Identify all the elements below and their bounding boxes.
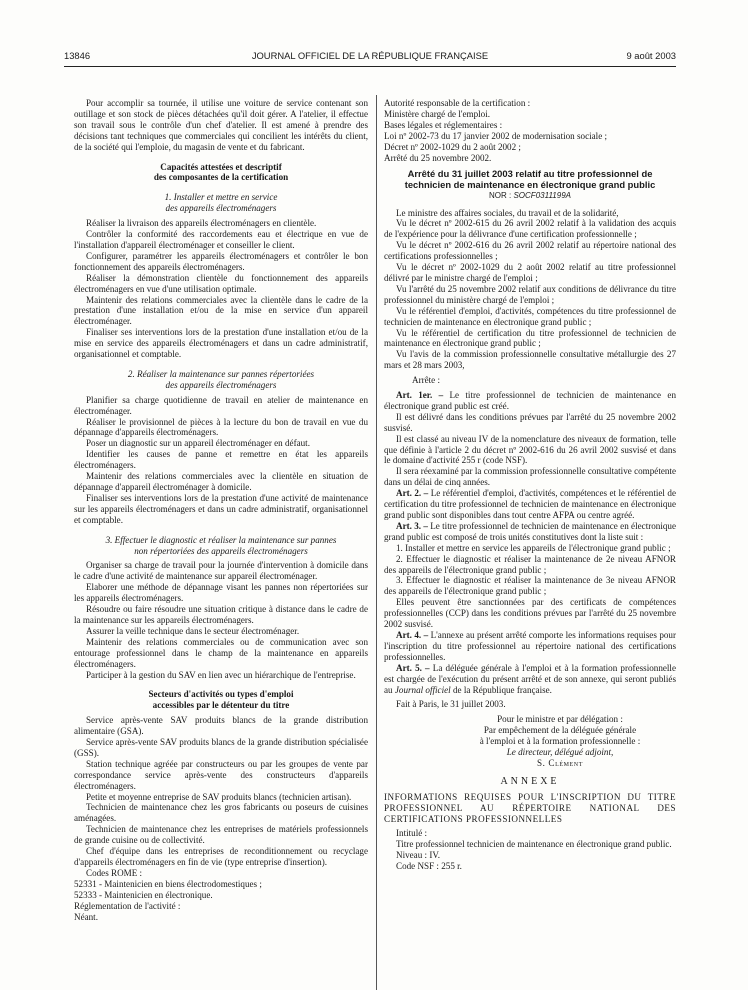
article-paragraph: Il est classé au niveau IV de la nomenclature des niveaux de formation, telle que définie à l'article 2 du décret nº 2002-616 du 26 avril 2002 susvisé et dans le domaine d'activité 255 r (code NSF). [384,433,676,466]
visa: Vu le décret nº 2002-616 du 26 avril 2002 relatif au répertoire national des certifications professionnelles ; [384,240,676,262]
visa: Le ministre des affaires sociales, du travail et de la solidarité, [396,207,619,218]
list-item: Technicien de maintenance chez les gros fabricants ou poseurs de cuisines aménagées. [74,802,368,824]
annexe-line: Code NSF : 255 r. [396,861,462,872]
list-item: Service après-vente SAV produits blancs de la grande distribution alimentaire (GSA). [74,715,368,737]
list-item: Réaliser le provisionnel de pièces à la lecture du bon de travail en vue du dépannage d'appareils électroménagers. [74,416,368,438]
visa: Vu le référentiel de certification du titre professionnel de technicien de maintenance en électronique grand public ; [384,327,676,349]
article-item: 3. Effectuer le diagnostic et réaliser la maintenance de 3e niveau AFNOR des appareils de l'électronique grand public ; [384,575,676,597]
article-item: Elles peuvent être sanctionnées par des certificats de compétences professionnelles (CCP) dans les conditions prévues par l'arrêté du 25 novembre 2002 susvisé. [384,597,676,630]
article-5: Art. 5. – La déléguée générale à l'emploi et à la formation professionnelle est chargée de l'exécution du présent arrêté et de son annexe, qui seront publiés au Journal officiel de la République française. [384,662,676,695]
list-item: Petite et moyenne entreprise de SAV produits blancs (technicien artisan). [86,791,352,802]
list-item: Réaliser la livraison des appareils électroménagers en clientèle. [86,218,317,229]
nor-reference: NOR : SOCF0311199A [489,190,571,200]
list-item: Finaliser ses interventions lors de la prestation d'une activité de maintenance sur les appareils électroménagers et dans un cadre administratif, organisationnel et comptable. [74,492,368,525]
list-item: Station technique agréée par constructeurs ou par les groupes de vente par correspondance service après-vente des constructeurs d'appareils électroménagers. [74,758,368,791]
subsection-title-3: 3. Effectuer le diagnostic et réaliser la maintenance sur pannes non répertoriées des appareils électroménagers [105,534,337,556]
article-paragraph: Il sera réexaminé par la commission professionnelle consultative compétente dans un délai de cinq années. [384,466,676,488]
article-1: Art. 1er. – Le titre professionnel de technicien de maintenance en électronique grand public est créé. [384,390,676,411]
issue-date: 9 août 2003 [626,50,676,61]
annexe-line: Titre professionnel technicien de maintenance en électronique grand public. [396,839,672,850]
code-rome: 52331 - Maintenicien en biens électrodomestiques ; [74,878,262,889]
list-item: Poser un diagnostic sur un appareil électroménager en défaut. [86,438,310,449]
visa: Vu l'arrêté du 25 novembre 2002 relatif aux conditions de délivrance du titre professionnel du ministère chargé de l'emploi ; [384,283,676,305]
list-item: Maintenir des relations commerciales ou de communication avec son entourage professionnel dans le champ de la maintenance en appareils électroménagers. [74,636,368,669]
signature-line: à l'emploi et à la formation professionnelle : [479,736,641,747]
annexe-line: Intitulé : [396,828,428,839]
subsection-title-2: 2. Réaliser la maintenance sur pannes répertoriées des appareils électroménagers [127,368,315,390]
list-item: Réaliser la démonstration clientèle du fonctionnement des appareils électroménagers en vue d'une utilisation optimale. [74,272,368,294]
signature-line: Par empêchement de la déléguée générale [483,725,637,736]
signatory-role: Le directeur, délégué adjoint, [506,747,614,758]
header-rule [64,66,676,67]
article-4: Art. 4. – L'annexe au présent arrêté comporte les informations requises pour l'inscription du titre professionnel au répertoire national des certifications professionnelles. [384,629,676,662]
signature-block [444,714,676,769]
visa: Vu le décret nº 2002-1029 du 2 août 2002 relatif au titre professionnel délivré par le ministre chargé de l'emploi ; [384,262,676,283]
signatory-name: S. Clément [537,757,583,768]
list-item: Assurer la veille technique dans le secteur électroménager. [86,625,300,636]
page-header [64,51,676,65]
codes-rome-label: Codes ROME : [86,867,143,878]
list-item: Contrôler la conformité des raccordements eau et électrique en vue de l'installation d'appareil électroménager et conseiller le client. [74,229,368,250]
journal-title: JOURNAL OFFICIEL DE LA RÉPUBLIQUE FRANÇAISE [251,50,489,61]
list-item: Elaborer une méthode de dépannage visant les pannes non répertoriées sur les appareils électroménagers. [74,582,368,604]
annexe-title: ANNEXE [500,775,560,787]
list-item: Participer à la gestion du SAV en lien avec un hiérarchique de l'entreprise. [86,669,356,680]
page-number: 13846 [64,50,91,61]
list-item: Résoudre ou faire résoudre une situation critique à distance dans le cadre de la maintenance sur les appareils électroménagers. [74,604,368,625]
signature-line: Pour le ministre et par délégation : [497,714,623,725]
arrete-title: Arrêté du 31 juillet 2003 relatif au titre professionnel de technicien de maintenance en électronique grand public [404,168,656,191]
list-item: Configurer, paramétrer les appareils électroménagers et contrôler le bon fonctionnement des appareils électroménagers. [74,250,368,272]
list-item: Technicien de maintenance chez les entreprises de matériels professionnels de grande cuisine ou de collectivité. [74,824,368,846]
text-line: Autorité responsable de la certification : [384,98,531,108]
list-item: Service après-vente SAV produits blancs de la grande distribution spécialisée (GSS). [74,737,368,758]
fait-a-paris: Fait à Paris, le 31 juillet 2003. [396,699,506,710]
section-heading-secteurs: Secteurs d'activités ou types d'emploi accessibles par le détenteur du titre [148,689,294,711]
article-item: 2. Effectuer le diagnostic et réaliser la maintenance de 2e niveau AFNOR des appareils de l'électronique grand public ; [384,553,676,575]
text-line: Ministère chargé de l'emploi. [384,108,491,119]
intro-paragraph: Pour accomplir sa tournée, il utilise une voiture de service contenant son outillage et son stock de pièces détachées qu'il doit gérer. A l'atelier, il effectue son travail sous le contrôle d'un chef d'atelier. Il est amené à prendre des décisions tant techniques que commerciales qui concilient les intérêts du client, de la société qui l'emploie, du magasin de vente et du fabricant. [74,98,368,152]
text-line: Arrêté du 25 novembre 2002. [384,152,492,163]
list-item: Maintenir des relations commerciales avec la clientèle en situation de dépannage d'appareil électroménager à domicile. [74,471,368,492]
text-line: Décret nº 2002-1029 du 2 août 2002 ; [384,141,521,152]
visa: Vu l'avis de la commission professionnelle consultative métallurgie des 27 mars et 28 mars 2003, [384,349,676,371]
annexe-line: Niveau : IV. [396,850,441,861]
visa: Vu le décret nº 2002-615 du 26 avril 2002 relatif à la validation des acquis de l'expérience pour la délivrance d'une certification professionnelle ; [384,218,676,240]
arrete-label: Arrête : [412,375,441,386]
list-item: Organiser sa charge de travail pour la journée d'intervention à domicile dans le cadre d'une activité de maintenance sur appareil électroménager. [74,560,368,582]
text-line: Bases légales et réglementaires : [384,119,503,130]
left-column [74,98,368,922]
annexe-heading: INFORMATIONS REQUISES POUR L'INSCRIPTION DU TITRE PROFESSIONNEL AU RÉPERTOIRE NATIONAL DES CERTIFICATIONS PROFESSIONNELLES [384,791,676,824]
subsection-title-1: 1. Installer et mettre en service des appareils électroménagers [164,192,278,214]
code-rome: 52333 - Maintenicien en électronique. [74,889,213,900]
list-item: Chef d'équipe dans les entreprises de reconditionnement ou recyclage d'appareils électroménagers en fin de vie (type entreprise d'insertion). [74,846,368,867]
right-column [384,98,676,872]
list-item: Finaliser ses interventions lors de la prestation d'une installation et/ou de la mise en service des appareils électroménagers et dans un cadre administratif, organisationnel et comptable. [74,327,368,360]
article-item: 1. Installer et mettre en service les appareils de l'électronique grand public ; [396,542,671,553]
article-2: Art. 2. – Le référentiel d'emploi, d'activités, compétences et le référentiel de certification du titre professionnel de technicien de maintenance en électronique grand public sont disponibles dans tout centre AFPA ou centre agréé. [384,488,676,520]
list-item: Planifier sa charge quotidienne de travail en atelier de maintenance en électroménager. [74,394,368,416]
section-heading-capacites: Capacités attestées et descriptif des composantes de la certification [153,161,289,183]
text-line: Loi nº 2002-73 du 17 janvier 2002 de modernisation sociale ; [384,130,608,141]
list-item: Identifier les causes de panne et remettre en état les appareils électroménagers. [74,449,368,471]
article-3: Art. 3. – Le titre professionnel de technicien de maintenance en électronique grand public est composé de trois unités constitutives dont la liste suit : [384,520,676,542]
reglementation-label: Réglementation de l'activité : [74,900,181,911]
column-divider [376,95,377,990]
list-item: Maintenir des relations commerciales avec la clientèle dans le cadre de la prestation d'une installation et/ou de la mise en service d'un appareil électroménager. [74,294,368,327]
article-paragraph: Il est délivré dans les conditions prévues par l'arrêté du 25 novembre 2002 susvisé. [384,411,676,433]
neant-value: Néant. [74,911,98,922]
visa: Vu le référentiel d'emploi, d'activités, compétences du titre professionnel de technicien de maintenance en électronique grand public ; [384,305,676,327]
